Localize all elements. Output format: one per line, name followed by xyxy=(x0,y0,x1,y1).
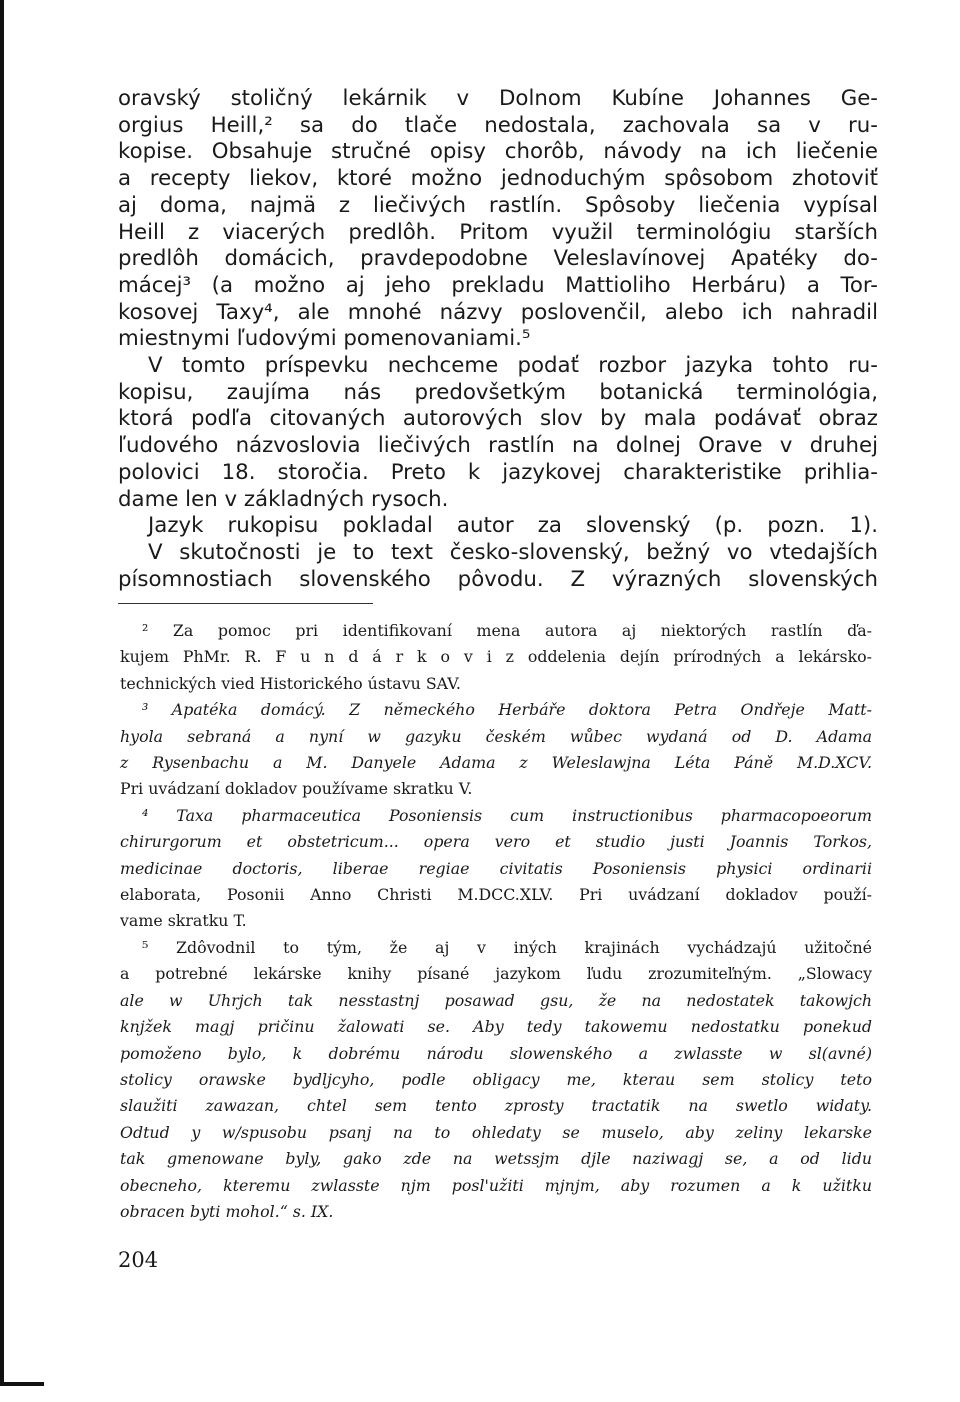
footnote-line: vame skratku T. xyxy=(120,911,247,931)
text-line: písomnostiach slovenského pôvodu. Z výrazných slovenských xyxy=(118,566,878,592)
text-line: predlôh domácich, pravdepodobne Veleslavínovej Apatéky do- xyxy=(118,246,878,272)
footnote-line: obracen byti mohol.“ s. IX. xyxy=(120,1201,334,1221)
footnotes xyxy=(120,618,872,1225)
footnote-line: Pri uvádzaní dokladov používame skratku V. xyxy=(120,779,473,799)
text-line: kopisu, zaujíma nás predovšetkým botanická terminológia, xyxy=(118,379,878,405)
footnote-line: ³ Apatéka domácý. Z německého Herbáře doktora Petra Ondřeje Matt- xyxy=(142,700,872,720)
footnote-line: technických vied Historického ústavu SAV. xyxy=(120,673,461,693)
footnote-separator xyxy=(118,603,373,604)
footnote-line: slaužiti zawazan, chtel sem tento zprosty tractatik na swetlo widaty. xyxy=(120,1096,872,1116)
text-line: kosovej Taxy⁴, ale mnohé názvy poslovenčil, alebo ich nahradil xyxy=(118,299,878,325)
footnote-line: elaborata, Posonii Anno Christi M.DCC.XLV. Pri uvádzaní dokladov použí- xyxy=(120,885,872,905)
text-line: dame len v základných rysoch. xyxy=(118,486,449,512)
text-line: aj doma, najmä z liečivých rastlín. Spôsoby liečenia vypísal xyxy=(118,192,878,218)
footnote-line: ⁴ Taxa pharmaceutica Posoniensis cum instructionibus pharmacopoeorum xyxy=(142,805,872,825)
text-line: V tomto príspevku nechceme podať rozbor jazyka tohto ru- xyxy=(148,353,878,379)
footnote-line: Odtud y w/spusobu psanj na to ohledaty se muselo, aby zeliny lekarske xyxy=(120,1122,872,1142)
text-line: mácej³ (a možno aj jeho prekladu Mattioliho Herbáru) a Tor- xyxy=(118,272,878,298)
footnote-line: hyola sebraná a nyní w gazyku českém wůbec wydaná od D. Adama xyxy=(120,726,872,746)
footnote-line: kujem PhMr. R. F u n d á r k o v i z oddelenia dejín prírodných a lekársko- xyxy=(120,647,872,667)
footnote-line: obecneho, kteremu zwlasste njm posl'užiti mjnjm, aby rozumen a k užitku xyxy=(120,1175,872,1195)
page-number: 204 xyxy=(118,1248,159,1272)
text-line: ľudového názvoslovia liečivých rastlín na dolnej Orave v druhej xyxy=(118,433,878,459)
text-line: V skutočnosti je to text česko-slovenský, bežný vo vtedajších xyxy=(148,539,878,565)
text-line: a recepty liekov, ktoré možno jednoduchým spôsobom zhotoviť xyxy=(118,166,878,192)
scan-edge-left xyxy=(0,0,4,1385)
text-line: polovici 18. storočia. Preto k jazykovej charakteristike prihlia- xyxy=(118,459,878,485)
text-line: ktorá podľa citovaných autorových slov by mala podávať obraz xyxy=(118,406,878,432)
main-text xyxy=(118,86,878,593)
text-line: Heill z viacerých predlôh. Pritom využil terminológiu starších xyxy=(118,219,878,245)
scan-edge-bottom xyxy=(0,1382,44,1386)
text-line: Jazyk rukopisu pokladal autor za slovenský (p. pozn. 1). xyxy=(148,513,878,539)
text-line: kopise. Obsahuje stručné opisy chorôb, návody na ich liečenie xyxy=(118,139,878,165)
footnote-line: ale w Uhrjch tak nesstastnj posawad gsu, že na nedostatek takowjch xyxy=(120,990,872,1010)
footnote-line: ⁵ Zdôvodnil to tým, že aj v iných krajinách vychádzajú užitočné xyxy=(142,937,872,957)
footnote-line: tak gmenowane byly, gako zde na wetssjm djle naziwagj se, a od lidu xyxy=(120,1149,872,1169)
footnote-line: knjžek magj pričinu žalowati se. Aby tedy takowemu nedostatku ponekud xyxy=(120,1017,872,1037)
text-line: oravský stoličný lekárnik v Dolnom Kubíne Johannes Ge- xyxy=(118,86,878,111)
footnote-line: ² Za pomoc pri identifikovaní mena autora aj niektorých rastlín ďa- xyxy=(142,621,872,640)
text-line: orgius Heill,² sa do tlače nedostala, zachovala sa v ru- xyxy=(118,112,878,138)
footnote-line: stolicy orawske bydljcyho, podle obligacy me, kterau sem stolicy teto xyxy=(120,1069,872,1089)
footnote-line: medicinae doctoris, liberae regiae civitatis Posoniensis physici ordinarii xyxy=(120,858,872,878)
footnote-line: a potrebné lekárske knihy písané jazykom ľudu zrozumiteľným. „Slowacy xyxy=(120,964,872,984)
footnote-line: z Rysenbachu a M. Danyele Adama z Weleslawjna Léta Páně M.D.XCV. xyxy=(120,753,872,773)
footnote-line: pomoženo bylo, k dobrému národu slowenského a zwlasste w sl(avné) xyxy=(120,1043,872,1063)
footnote-line: chirurgorum et obstetricum... opera vero et studio justi Joannis Torkos, xyxy=(120,832,872,852)
text-line: miestnymi ľudovými pomenovaniami.⁵ xyxy=(118,326,531,352)
